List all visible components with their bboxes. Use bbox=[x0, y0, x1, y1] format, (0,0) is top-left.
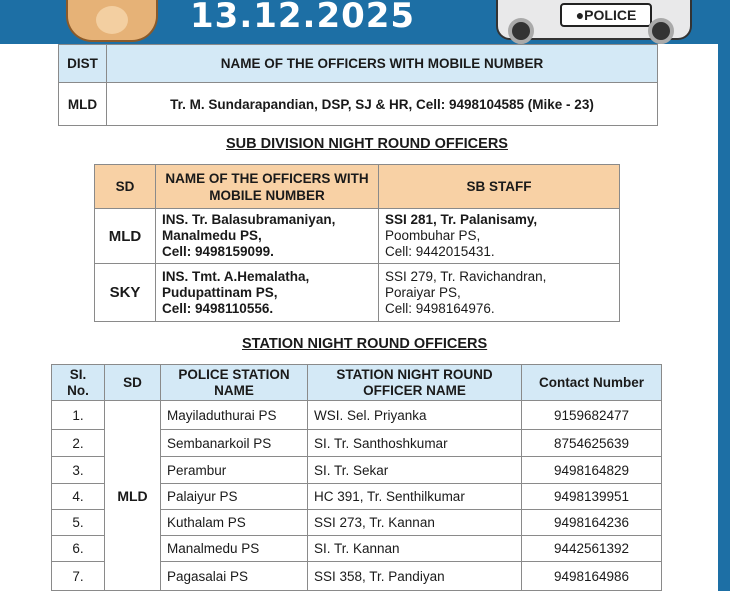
sb-staff-line: Poraiyar PS, bbox=[385, 284, 461, 300]
col-header-police-station: POLICE STATION NAME bbox=[161, 365, 308, 401]
sb-staff-line: Cell: 9442015431. bbox=[385, 244, 495, 259]
col-header-sl-no: SI. No. bbox=[52, 365, 105, 401]
officer-line: Cell: 9498159099. bbox=[162, 244, 274, 259]
sl-no-cell: 2. bbox=[52, 430, 105, 457]
officer-line: INS. Tmt. A.Hemalatha, bbox=[162, 268, 310, 284]
col-header-sb-staff: SB STAFF bbox=[379, 165, 620, 209]
col-header-officer: NAME OF THE OFFICERS WITH MOBILE NUMBER bbox=[156, 165, 379, 209]
police-station-cell: Kuthalam PS bbox=[161, 510, 308, 536]
contact-number-cell: 8754625639 bbox=[522, 430, 662, 457]
officer-name-cell: SI. Tr. Sekar bbox=[308, 457, 522, 484]
officer-name-cell: SI. Tr. Santhoshkumar bbox=[308, 430, 522, 457]
officer-cell bbox=[156, 264, 379, 322]
officer-name-cell: SI. Tr. Kannan bbox=[308, 536, 522, 562]
sd-cell: MLD bbox=[95, 209, 156, 264]
sd-group-cell: MLD bbox=[105, 401, 161, 591]
col-header-sd: SD bbox=[95, 165, 156, 209]
officer-name-cell: SSI 358, Tr. Pandiyan bbox=[308, 562, 522, 591]
table-row bbox=[59, 83, 658, 126]
police-station-cell: Sembanarkoil PS bbox=[161, 430, 308, 457]
sl-no-cell: 6. bbox=[52, 536, 105, 562]
contact-number-cell: 9498164829 bbox=[522, 457, 662, 484]
officer-cell bbox=[156, 209, 379, 264]
table-header-row bbox=[95, 165, 620, 209]
police-station-cell: Pagasalai PS bbox=[161, 562, 308, 591]
col-header-officer: NAME OF THE OFFICERS WITH MOBILE NUMBER bbox=[107, 45, 658, 83]
sb-staff-line: Cell: 9498164976. bbox=[385, 300, 495, 316]
sb-staff-cell bbox=[379, 209, 620, 264]
police-station-cell: Perambur bbox=[161, 457, 308, 484]
sl-no-cell: 1. bbox=[52, 401, 105, 430]
contact-number-cell: 9498139951 bbox=[522, 484, 662, 510]
header-banner bbox=[0, 0, 730, 44]
sl-no-cell: 3. bbox=[52, 457, 105, 484]
officer-name-cell: HC 391, Tr. Senthilkumar bbox=[308, 484, 522, 510]
station-night-round-title: STATION NIGHT ROUND OFFICERS bbox=[242, 336, 488, 352]
police-car-illustration bbox=[496, 0, 692, 40]
police-station-cell: Manalmedu PS bbox=[161, 536, 308, 562]
sub-division-table bbox=[94, 164, 620, 322]
officer-line: Pudupattinam PS, bbox=[162, 284, 278, 300]
sb-staff-line: SSI 281, Tr. Palanisamy, bbox=[385, 212, 538, 227]
sl-no-cell: 5. bbox=[52, 510, 105, 536]
officer-line: Manalmedu PS, bbox=[162, 228, 262, 243]
contact-number-cell: 9498164236 bbox=[522, 510, 662, 536]
col-header-dist: DIST bbox=[59, 45, 107, 83]
report-date: 13.12.2025 bbox=[190, 0, 416, 36]
contact-number-cell: 9498164986 bbox=[522, 562, 662, 591]
col-header-sd: SD bbox=[105, 365, 161, 401]
police-officer-illustration bbox=[66, 0, 158, 42]
officer-name-cell: WSI. Sel. Priyanka bbox=[308, 401, 522, 430]
officer-cell: Tr. M. Sundarapandian, DSP, SJ & HR, Cell: 9498104585 (Mike - 23) bbox=[107, 83, 658, 126]
station-night-round-table bbox=[51, 364, 662, 591]
district-officer-table bbox=[58, 44, 658, 126]
car-wheel-icon bbox=[648, 18, 674, 44]
officer-line: Cell: 9498110556. bbox=[162, 300, 274, 316]
officer-name-cell: SSI 273, Tr. Kannan bbox=[308, 510, 522, 536]
officer-line: INS. Tr. Balasubramaniyan, bbox=[162, 212, 336, 227]
sl-no-cell: 7. bbox=[52, 562, 105, 591]
table-row bbox=[95, 209, 620, 264]
dist-cell: MLD bbox=[59, 83, 107, 126]
sl-no-cell: 4. bbox=[52, 484, 105, 510]
col-header-contact: Contact Number bbox=[522, 365, 662, 401]
car-wheel-icon bbox=[508, 18, 534, 44]
sub-division-title: SUB DIVISION NIGHT ROUND OFFICERS bbox=[226, 136, 508, 152]
police-station-cell: Mayiladuthurai PS bbox=[161, 401, 308, 430]
sb-staff-line: SSI 279, Tr. Ravichandran, bbox=[385, 268, 547, 284]
police-station-cell: Palaiyur PS bbox=[161, 484, 308, 510]
sd-cell: SKY bbox=[95, 264, 156, 322]
table-header-row bbox=[52, 365, 662, 401]
table-header-row bbox=[59, 45, 658, 83]
col-header-officer-name: STATION NIGHT ROUND OFFICER NAME bbox=[308, 365, 522, 401]
police-sign: ●POLICE bbox=[560, 3, 652, 27]
contact-number-cell: 9442561392 bbox=[522, 536, 662, 562]
table-row bbox=[52, 401, 662, 430]
table-row bbox=[95, 264, 620, 322]
right-border-strip bbox=[718, 44, 730, 591]
sb-staff-cell bbox=[379, 264, 620, 322]
contact-number-cell: 9159682477 bbox=[522, 401, 662, 430]
sb-staff-line: Poombuhar PS, bbox=[385, 228, 481, 243]
